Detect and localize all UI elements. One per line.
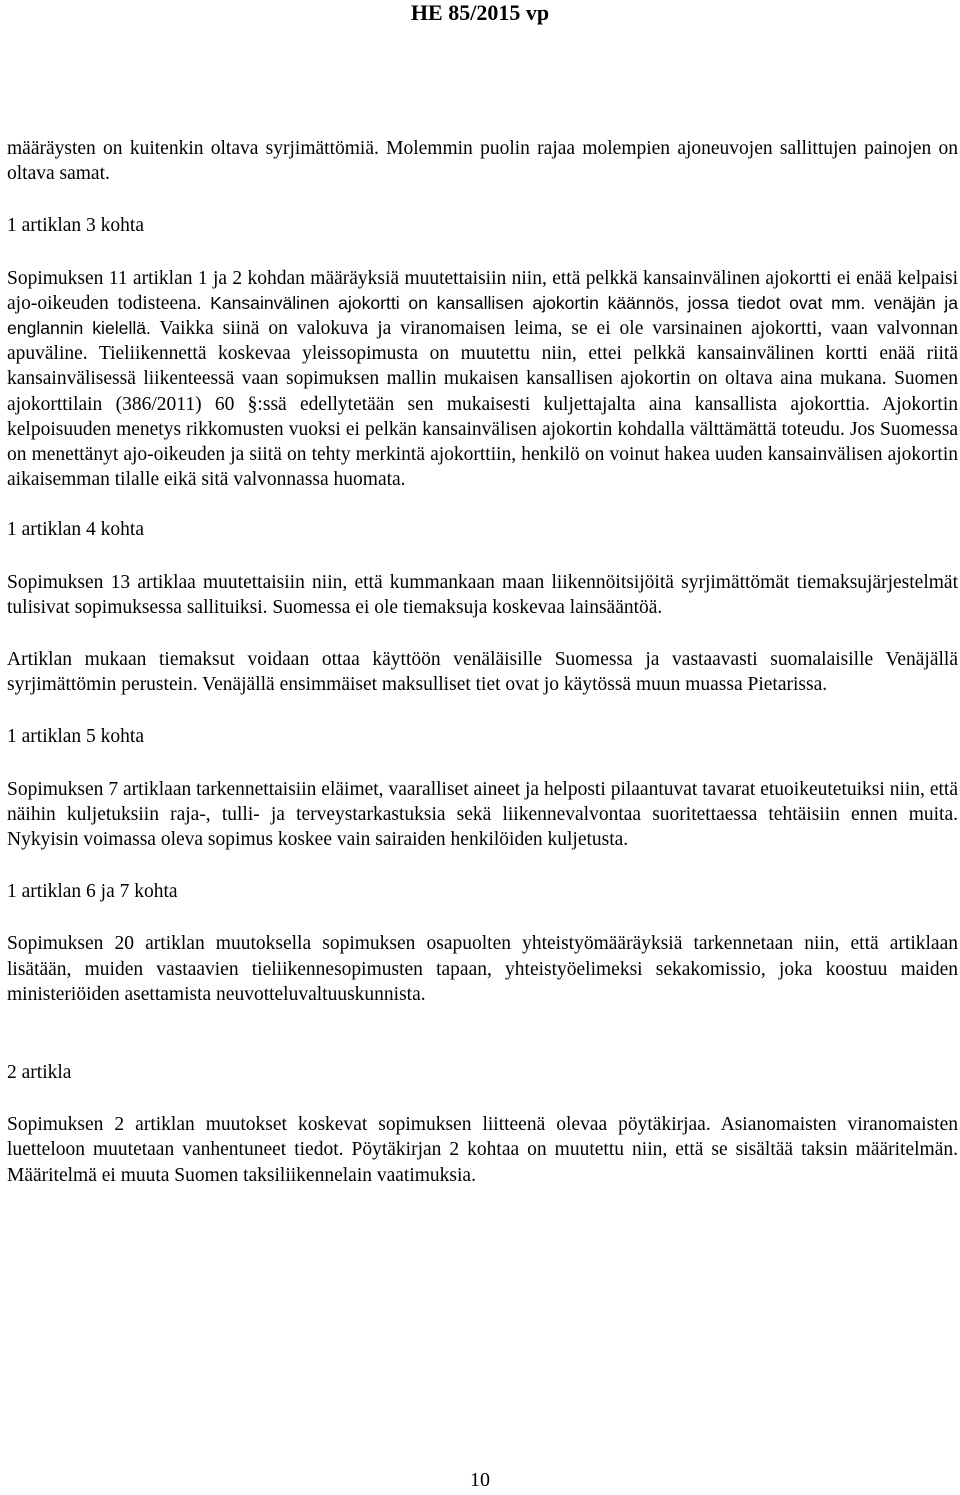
- section-heading-art2: 2 artikla: [7, 1062, 72, 1084]
- document-id-header: HE 85/2015 vp: [410, 0, 550, 25]
- section-paragraph-art2: Sopimuksen 2 artiklan muutokset koskevat sopimuksen liitteenä olevaa pöytäkirjaa. Asianomaisten viranomaisten luetteloon muutetaan vanhentuneet tiedot. Pöytäkirjan 2 kohtaa on muutettu niin, että se sisältää taksin määritelmän. Määritelmä ei muuta Suomen taksiliikennelain vaatimuksia.: [7, 1114, 958, 1186]
- section-heading-art1-3: 1 artiklan 3 kohta: [7, 215, 145, 237]
- section-paragraph-art1-4-b: Artiklan mukaan tiemaksut voidaan ottaa käyttöön venäläisille Suomessa ja vastaavasti suomalaisille Venäjällä syrjimättömin perustein. Venäjällä ensimmäiset maksulliset tiet ovat jo käytössä muun muassa Pietarissa.: [7, 649, 958, 696]
- section-paragraph-art1-3: [7, 266, 958, 493]
- section-paragraph-art1-4-a: Sopimuksen 13 artiklaa muutettaisiin niin, että kummankaan maan liikennöitsijöitä syrjimättömät tiemaksujärjestelmät tulisivat sopimuksessa sallituiksi. Suomessa ei ole tiemaksuja koskevaa lainsääntöä.: [7, 571, 958, 618]
- intro-paragraph: määräysten on kuitenkin oltava syrjimättömiä. Molemmin puolin rajaa molempien ajoneuvojen sallittujen painojen on oltava samat.: [7, 138, 958, 185]
- paragraph-text: Vaikka siinä on valokuva ja viranomaisen leima, se ei ole varsinainen ajokortti, vaan valvonnan apuväline. Tieliikennettä koskevaa yleissopimusta on muutettu niin, ettei pelkkä kansainvälinen kortti enää riitä kansainvälisessä liikenteessä vaan sopimuksen mallin mukaisen kansallisen ajokortin on oltava aina mukana. Suomen ajokorttilain (386/2011) 60 §:ssä edellytetään sen mukaisesti kuljettajalta aina kansallista ajokorttia. Ajokortin kelpoisuuden menetys rikkomusten vuoksi ei pelkän kansainvälisen ajokortin kohdalla välttämättä toteudu. Jos Suomessa on menettänyt ajo-oikeuden ja siitä on tehty merkintä ajokorttiin, henkilö on voinut hakea uuden kansainvälisen ajokortin aikaisemman tilalle eikä sitä valvonnassa huomata.: [7, 318, 958, 491]
- document-body: [7, 136, 958, 1188]
- paragraph-text: Sopimuksen 11 artiklan 1 ja 2 kohdan määräyksiä muutettaisiin niin, että pelkkä kansainvälinen ajokortti ei enää kelpaisi ajo-oikeuden todisteena.: [7, 267, 958, 314]
- paragraph-text-sans: Kansainvälinen ajokortti on kansallisen ajokortin käännös, jossa tiedot ovat mm. venäjän ja englannin kielellä.: [7, 292, 958, 339]
- section-paragraph-art1-6-7: Sopimuksen 20 artiklan muutoksella sopimuksen osapuolten yhteistyömääräyksiä tarkennetaan niin, että artiklaan lisätään, muiden vastaavien tieliikennesopimusten tapaan, yhteistyöelimeksi sekakomissio, joka koostuu maiden ministeriöiden asettamista neuvotteluvaltuuskunnista.: [7, 933, 958, 1005]
- section-heading-art1-6-7: 1 artiklan 6 ja 7 kohta: [7, 881, 178, 903]
- section-heading-art1-5: 1 artiklan 5 kohta: [7, 726, 145, 748]
- section-paragraph-art1-5: Sopimuksen 7 artiklaan tarkennettaisiin eläimet, vaaralliset aineet ja helposti pilaantuvat tavarat etuoikeutetuiksi niin, että näihin kuljetuksiin raja-, tulli- ja terveystarkastuksia sekä liikennevalvontaa suoritettaessa tehtäisiin ennen muita. Nykyisin voimassa oleva sopimus koskee vain sairaiden henkilöiden kuljetusta.: [7, 778, 958, 851]
- page-number: 10: [470, 1469, 490, 1491]
- section-heading-art1-4: 1 artiklan 4 kohta: [7, 519, 145, 541]
